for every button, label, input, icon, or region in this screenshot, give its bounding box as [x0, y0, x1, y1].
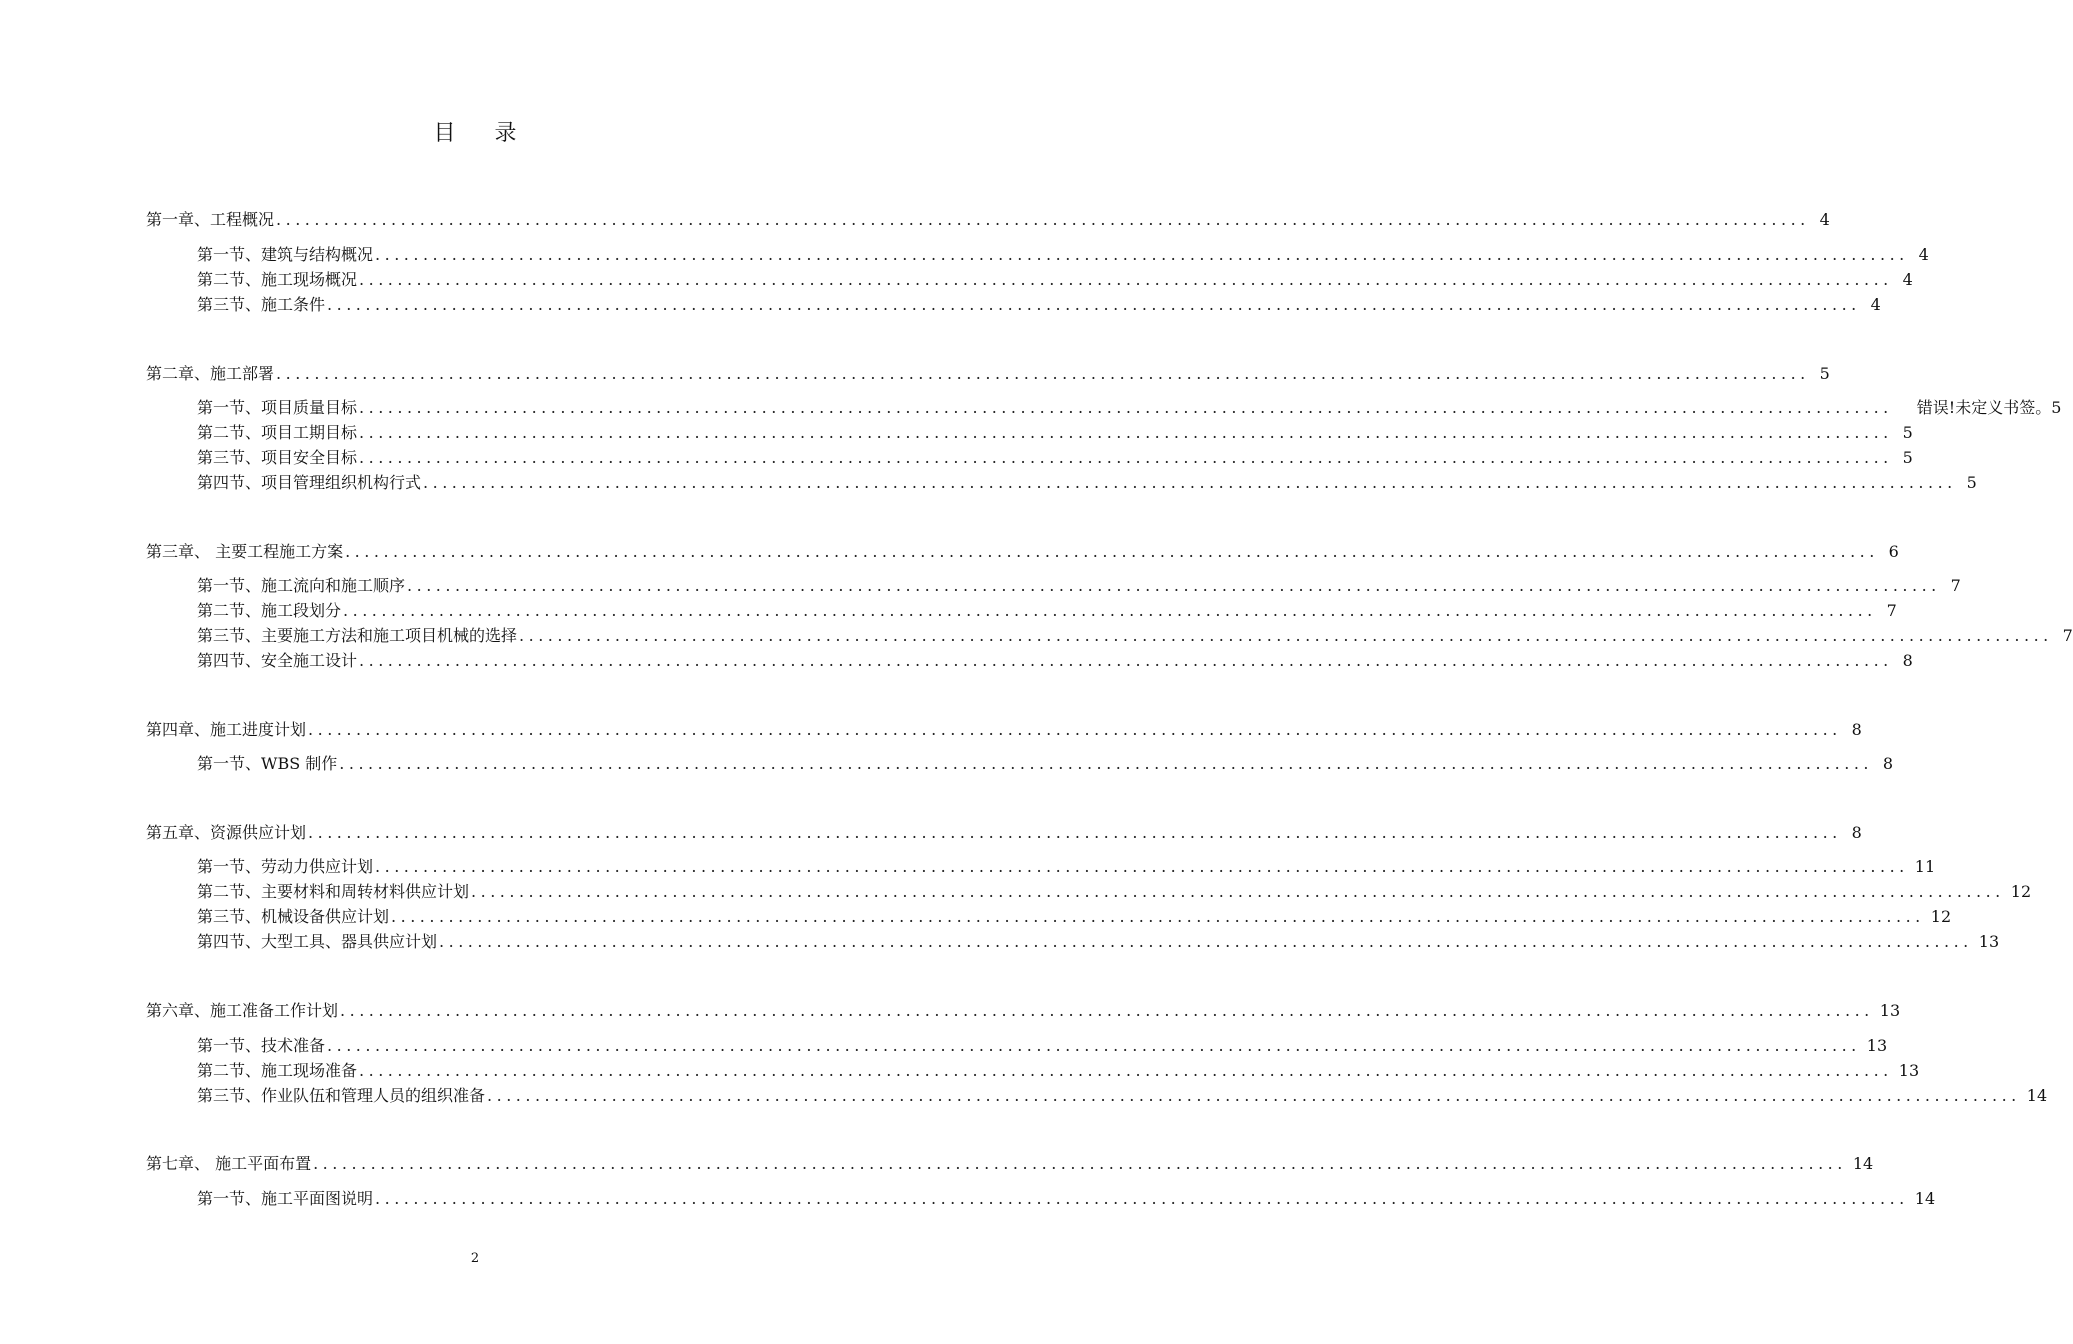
toc-leader: ................................................................................................................................................................	[359, 270, 1893, 289]
toc-section-1-3[interactable]	[197, 294, 1881, 316]
toc-entry-label: 第三节、施工条件	[197, 295, 326, 314]
toc-section-5-1[interactable]	[197, 856, 1936, 878]
toc-page-number: 13	[1898, 1061, 1920, 1080]
toc-entry-label: 第二节、项目工期目标	[197, 423, 358, 442]
toc-page-number: 14	[1914, 1189, 1936, 1208]
toc-entry-label: 第三节、作业队伍和管理人员的组织准备	[197, 1086, 486, 1105]
toc-entry-label: 第四节、项目管理组织机构行式	[197, 473, 422, 492]
toc-section-5-4[interactable]	[197, 931, 2000, 953]
toc-chapter-4[interactable]	[146, 719, 1862, 741]
toc-entry-label: 第一节、施工流向和施工顺序	[197, 576, 406, 595]
toc-page-number: 4	[1902, 270, 1913, 289]
toc-section-5-3[interactable]	[197, 906, 1952, 928]
toc-page-number: 14	[1852, 1154, 1874, 1173]
toc-chapter-2[interactable]	[146, 363, 1830, 385]
toc-page-number: 5	[1902, 423, 1913, 442]
toc-page-number: 5	[1819, 364, 1830, 383]
toc-entry-label: 第二节、施工现场概况	[197, 270, 358, 289]
toc-section-7-1[interactable]	[197, 1188, 1936, 1210]
toc-entry-label: 第一章、工程概况	[146, 210, 275, 229]
toc-entry-label: 第三节、机械设备供应计划	[197, 907, 390, 926]
toc-page-number: 4	[1819, 210, 1830, 229]
toc-page-number: 8	[1882, 754, 1894, 773]
toc-leader: ................................................................................................................................................................	[407, 576, 1941, 595]
toc-section-6-1[interactable]	[197, 1035, 1888, 1057]
toc-page-number: 8	[1851, 720, 1862, 739]
toc-page-number: 6	[1888, 542, 1899, 561]
toc-page-number: 错误!未定义书签。5	[1916, 398, 2062, 417]
toc-page-number: 11	[1914, 857, 1936, 876]
toc-entry-label: 第二节、主要材料和周转材料供应计划	[197, 882, 470, 901]
toc-page-number: 13	[1879, 1001, 1901, 1020]
toc-page-number: 5	[1902, 448, 1913, 467]
toc-entry-label: 第四节、大型工具、器具供应计划	[197, 932, 438, 951]
toc-entry-label: 第二章、施工部署	[146, 364, 275, 383]
toc-section-2-3[interactable]	[197, 447, 1913, 469]
toc-section-4-1[interactable]	[197, 753, 1894, 775]
toc-section-3-3[interactable]	[197, 625, 2073, 647]
toc-chapter-5[interactable]	[146, 822, 1862, 844]
toc-entry-label: 第一节、建筑与结构概况	[197, 245, 374, 264]
toc-leader: ................................................................................................................................................................	[423, 473, 1957, 492]
toc-page-number: 4	[1918, 245, 1929, 264]
toc-leader: ................................................................................................................................................................	[313, 1154, 1847, 1173]
toc-entry-label: 第三节、主要施工方法和施工项目机械的选择	[197, 626, 518, 645]
toc-page-number: 4	[1870, 295, 1881, 314]
toc-chapter-3[interactable]	[146, 541, 1899, 563]
toc-page-number: 7	[1886, 601, 1897, 620]
toc-page-number: 8	[1851, 823, 1862, 842]
toc-leader: ................................................................................................................................................................	[343, 601, 1877, 620]
toc-section-3-1[interactable]	[197, 575, 1961, 597]
toc-leader: ................................................................................................................................................................	[339, 754, 1874, 773]
toc-leader: ................................................................................................................................................................	[471, 882, 2005, 901]
toc-entry-label: 第一节、施工平面图说明	[197, 1189, 374, 1208]
toc-entry-label: 第四章、施工进度计划	[146, 720, 307, 739]
toc-page-number: 13	[1978, 932, 2000, 951]
toc-leader: ................................................................................................................................................................	[359, 1061, 1893, 1080]
toc-section-5-2[interactable]	[197, 881, 2032, 903]
toc-entry-label: 第二节、施工现场准备	[197, 1061, 358, 1080]
toc-entry-label: 第三节、项目安全目标	[197, 448, 358, 467]
toc-leader: ................................................................................................................................................................	[375, 1189, 1909, 1208]
page-number: 2	[470, 1251, 480, 1266]
toc-section-2-4[interactable]	[197, 472, 1977, 494]
toc-leader: ................................................................................................................................................................	[519, 626, 2053, 645]
toc-leader: ................................................................................................................................................................	[327, 1036, 1861, 1055]
toc-entry-label: 第一节、项目质量目标	[197, 398, 358, 417]
toc-entry-label: 第二节、施工段划分	[197, 601, 342, 620]
toc-leader: ................................................................................................................................................................	[359, 398, 1893, 417]
toc-entry-label: 第三章、 主要工程施工方案	[146, 542, 344, 561]
toc-chapter-1[interactable]	[146, 209, 1830, 231]
toc-leader: ................................................................................................................................................................	[308, 720, 1842, 739]
toc-leader: ................................................................................................................................................................	[391, 907, 1925, 926]
toc-page-number: 12	[1930, 907, 1952, 926]
toc-leader: ................................................................................................................................................................	[308, 823, 1842, 842]
toc-page-number: 7	[2062, 626, 2073, 645]
toc-leader: ................................................................................................................................................................	[487, 1086, 2021, 1105]
toc-leader: ................................................................................................................................................................	[359, 448, 1893, 467]
toc-page-number: 14	[2026, 1086, 2048, 1105]
toc-leader: ................................................................................................................................................................	[359, 423, 1893, 442]
toc-entry-label: 第五章、资源供应计划	[146, 823, 307, 842]
toc-section-6-3[interactable]	[197, 1085, 2048, 1107]
toc-page-number: 8	[1902, 651, 1913, 670]
toc-entry-label: 第六章、施工准备工作计划	[146, 1001, 339, 1020]
toc-page-number: 7	[1950, 576, 1961, 595]
toc-page-number: 5	[1966, 473, 1977, 492]
toc-section-1-2[interactable]	[197, 269, 1913, 291]
toc-section-3-2[interactable]	[197, 600, 1897, 622]
toc-leader: ................................................................................................................................................................	[375, 245, 1909, 264]
toc-page-number: 12	[2010, 882, 2032, 901]
toc-leader: ................................................................................................................................................................	[276, 210, 1810, 229]
toc-entry-label: 第四节、安全施工设计	[197, 651, 358, 670]
toc-chapter-6[interactable]	[146, 1000, 1901, 1022]
toc-chapter-7[interactable]	[146, 1153, 1874, 1175]
toc-leader: ................................................................................................................................................................	[327, 295, 1861, 314]
toc-entry-label: 第七章、 施工平面布置	[146, 1154, 312, 1173]
toc-page-number: 13	[1866, 1036, 1888, 1055]
page-title: 目 录	[433, 121, 533, 146]
toc-section-2-1[interactable]	[197, 397, 2062, 419]
toc-leader: ................................................................................................................................................................	[345, 542, 1879, 561]
toc-section-2-2[interactable]	[197, 422, 1913, 444]
toc-entry-label: 第一节、WBS 制作	[197, 754, 338, 773]
toc-leader: ................................................................................................................................................................	[276, 364, 1810, 383]
toc-leader: ................................................................................................................................................................	[439, 932, 1973, 951]
toc-section-3-4[interactable]	[197, 650, 1913, 672]
toc-section-1-1[interactable]	[197, 244, 1929, 266]
toc-entry-label: 第一节、技术准备	[197, 1036, 326, 1055]
toc-section-6-2[interactable]	[197, 1060, 1920, 1082]
toc-leader: ................................................................................................................................................................	[359, 651, 1893, 670]
toc-leader: ................................................................................................................................................................	[375, 857, 1909, 876]
toc-entry-label: 第一节、劳动力供应计划	[197, 857, 374, 876]
toc-leader: ................................................................................................................................................................	[340, 1001, 1874, 1020]
